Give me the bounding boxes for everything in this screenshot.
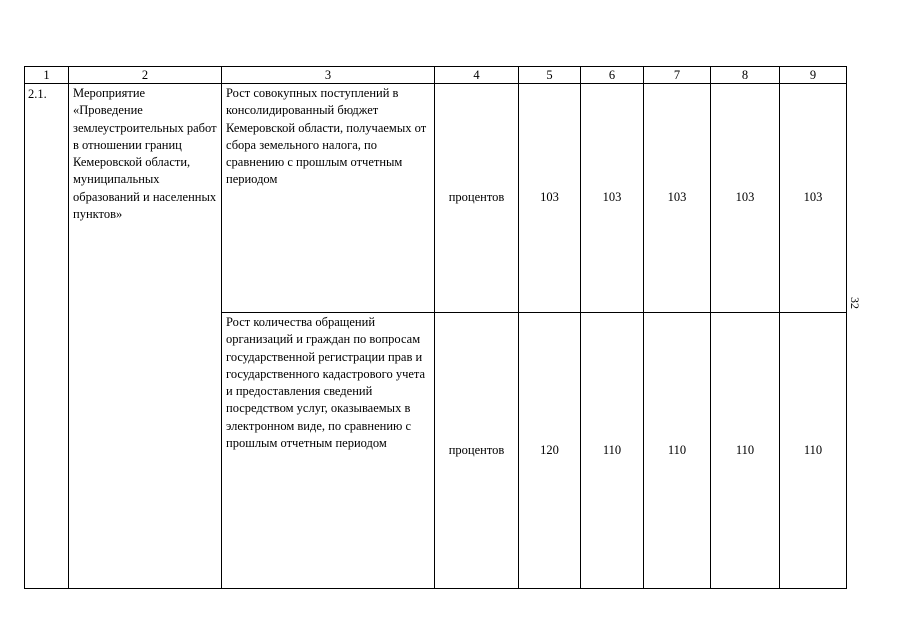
header-cell: 8	[711, 67, 780, 84]
value-cell: 103	[519, 84, 581, 313]
value-cell: 103	[644, 84, 711, 313]
header-cell: 2	[69, 67, 222, 84]
indicators-table	[24, 66, 847, 589]
header-cell: 7	[644, 67, 711, 84]
row-code: 2.1.	[25, 84, 69, 589]
value-cell: 103	[780, 84, 847, 313]
unit-cell: процентов	[435, 313, 519, 589]
indicator-text: Рост совокупных поступлений в консолидированный бюджет Кемеровской области, получаемых от сбора земельного налога, по сравнению с прошлым отчетным периодом	[222, 84, 435, 313]
header-cell: 3	[222, 67, 435, 84]
value-cell: 103	[711, 84, 780, 313]
value-cell: 103	[581, 84, 644, 313]
indicator-text: Рост количества обращений организаций и граждан по вопросам государственной регистрации прав и государственного кадастрового учета и предоставления сведений посредством услуг, оказываемых в электронном виде, по сравнению с прошлым отчетным периодом	[222, 313, 435, 589]
activity-name: Мероприятие «Проведение землеустроительных работ в отношении границ Кемеровской области, муниципальных образований и населенных пунктов»	[69, 84, 222, 589]
header-cell: 1	[25, 67, 69, 84]
header-cell: 9	[780, 67, 847, 84]
value-cell: 110	[581, 313, 644, 589]
header-cell: 5	[519, 67, 581, 84]
value-cell: 110	[644, 313, 711, 589]
header-cell: 6	[581, 67, 644, 84]
header-row	[25, 67, 847, 84]
table-row	[25, 84, 847, 313]
value-cell: 120	[519, 313, 581, 589]
value-cell: 110	[711, 313, 780, 589]
page-number: 32	[848, 297, 862, 309]
value-cell: 110	[780, 313, 847, 589]
header-cell: 4	[435, 67, 519, 84]
unit-cell: процентов	[435, 84, 519, 313]
